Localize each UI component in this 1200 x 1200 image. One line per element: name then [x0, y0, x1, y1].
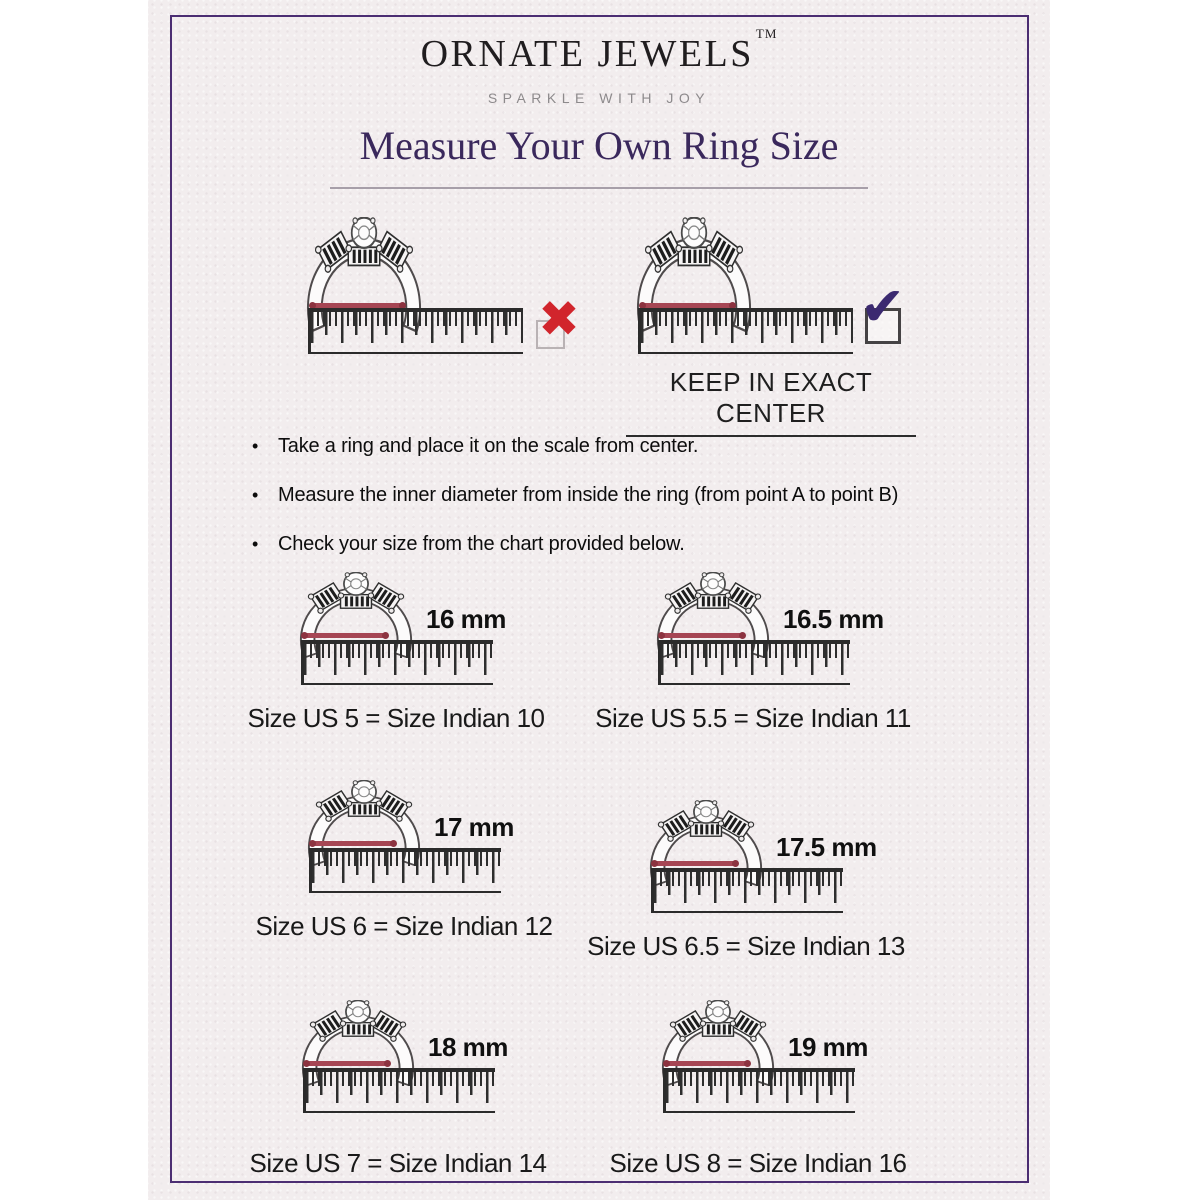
diameter-label: 18 mm	[428, 1032, 508, 1062]
brand-name: ORNATE JEWELS	[420, 33, 754, 75]
size-conversion-label: Size US 5.5 = Size Indian 11	[595, 703, 911, 733]
wrong-placement-illustration	[305, 217, 645, 382]
ruler-scale	[301, 640, 493, 685]
checkmark-icon: ✔	[860, 277, 906, 337]
size-conversion-label: Size US 6 = Size Indian 12	[255, 911, 553, 941]
instruction-item	[252, 530, 972, 558]
instruction-text: Check your size from the chart provided below.	[278, 533, 685, 555]
bullet-dot: •	[252, 485, 259, 505]
diameter-marker	[311, 841, 395, 846]
diameter-label: 17 mm	[434, 812, 514, 842]
diameter-marker	[660, 633, 744, 638]
diameter-marker	[303, 633, 387, 638]
ruler-scale	[651, 868, 843, 913]
size-card-2	[595, 572, 955, 747]
instruction-text: Measure the inner diameter from inside the ring (from point A to point B)	[278, 484, 899, 506]
diameter-marker	[305, 1061, 389, 1066]
wrong-x-icon: ✖	[538, 291, 580, 347]
bullet-dot: •	[252, 534, 259, 554]
diameter-label: 16 mm	[426, 604, 506, 634]
ruler-scale	[309, 848, 501, 893]
ruler-scale	[308, 308, 523, 354]
diameter-label: 17.5 mm	[776, 832, 877, 862]
ruler-scale	[658, 640, 850, 685]
page-title: Measure Your Own Ring Size	[359, 123, 839, 168]
size-guide-sheet	[148, 0, 1050, 1200]
size-card-5	[249, 1000, 600, 1178]
title-divider	[330, 187, 868, 189]
instruction-text: Take a ring and place it on the scale from center.	[278, 435, 699, 457]
size-card-4	[587, 800, 948, 975]
ruler-scale	[663, 1068, 855, 1113]
diameter-marker	[665, 1061, 749, 1066]
correct-placement-illustration	[635, 217, 975, 382]
diameter-label: 16.5 mm	[783, 604, 884, 634]
brand-logo	[148, 26, 1050, 76]
demo-caption: KEEP IN EXACT CENTER	[626, 367, 916, 437]
instruction-item	[252, 481, 972, 509]
brand-tagline: SPARKLE WITH JOY	[487, 90, 711, 106]
size-card-3	[255, 780, 606, 955]
size-conversion-label: Size US 8 = Size Indian 16	[609, 1148, 907, 1178]
size-conversion-label: Size US 6.5 = Size Indian 13	[587, 931, 905, 961]
diameter-marker	[653, 861, 737, 866]
size-conversion-label: Size US 5 = Size Indian 10	[247, 703, 545, 733]
size-conversion-label: Size US 7 = Size Indian 14	[249, 1148, 547, 1178]
instruction-item	[252, 432, 972, 460]
instructions-list	[252, 432, 972, 579]
bullet-dot: •	[252, 436, 259, 456]
ruler-scale	[638, 308, 853, 354]
ruler-scale	[303, 1068, 495, 1113]
diameter-label: 19 mm	[788, 1032, 868, 1062]
size-card-6	[609, 1000, 960, 1178]
trademark-symbol: TM	[755, 26, 778, 41]
